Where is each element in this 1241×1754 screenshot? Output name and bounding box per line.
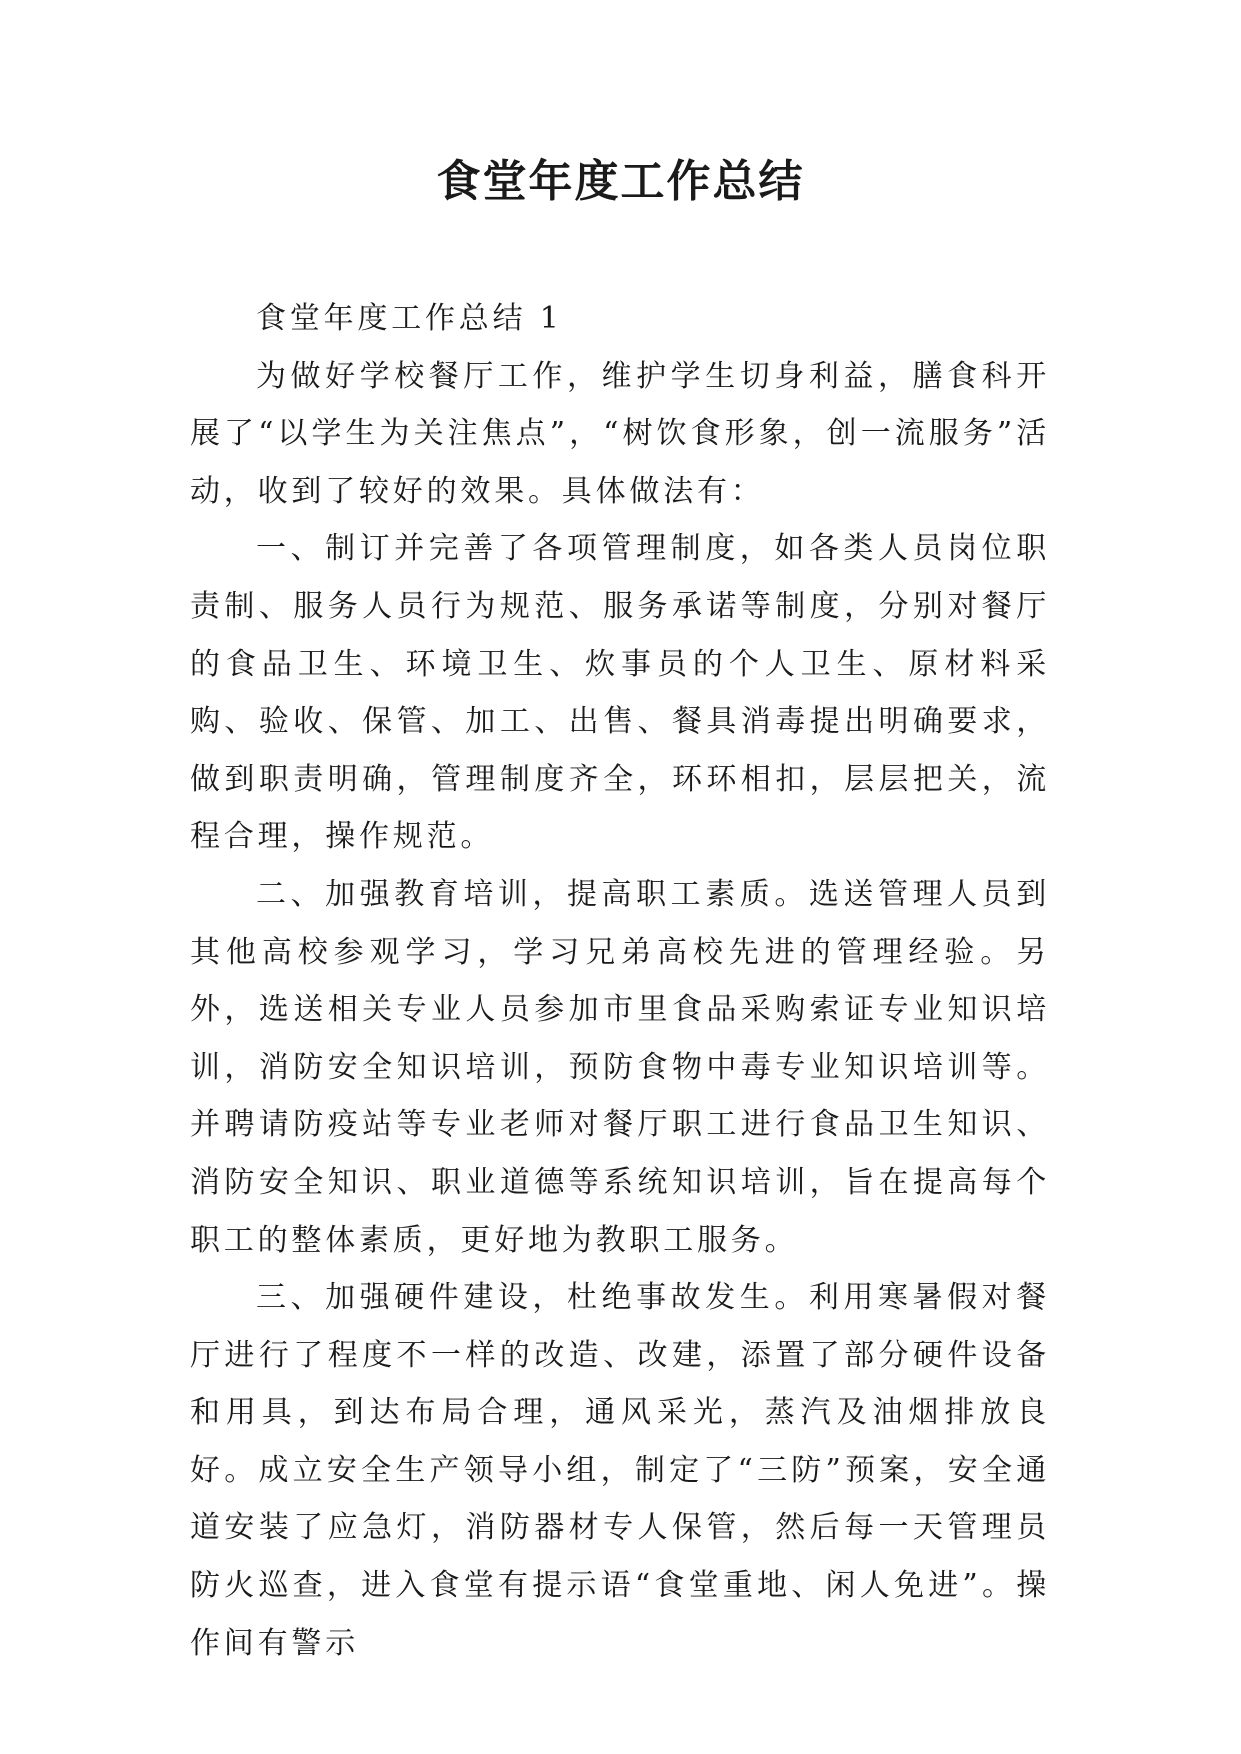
section-heading: 食堂年度工作总结 1 (256, 301, 563, 336)
paragraph-item-3: 三、加强硬件建设，杜绝事故发生。利用寒暑假对餐厅进行了程度不一样的改造、改建，添置了部分硬件设备和用具，到达布局合理，通风采光，蒸汽及油烟排放良好。成立安全生产领导小组，制定了“三防”预案，安全通道安装了应急灯，消防器材专人保管，然后每一天管理员防火巡查，进入食堂有提示语“食堂重地、闲人免进”。操作间有警示 (190, 1280, 1050, 1661)
paragraph-item-2: 二、加强教育培训，提高职工素质。选送管理人员到其他高校参观学习，学习兄弟高校先进的管理经验。另外，选送相关专业人员参加市里食品采购索证专业知识培训，消防安全知识培训，预防食物中毒专业知识培训等。并聘请防疫站等专业老师对餐厅职工进行食品卫生知识、消防安全知识、职业道德等系统知识培训，旨在提高每个职工的整体素质，更好地为教职工服务。 (190, 876, 1050, 1258)
document-body (190, 290, 1050, 1672)
document-title: 食堂年度工作总结 (436, 156, 805, 207)
paragraph-item-1: 一、制订并完善了各项管理制度，如各类人员岗位职责制、服务人员行为规范、服务承诺等制度，分别对餐厅的食品卫生、环境卫生、炊事员的个人卫生、原材料采购、验收、保管、加工、出售、餐具消毒提出明确要求，做到职责明确，管理制度齐全，环环相扣，层层把关，流程合理，操作规范。 (190, 531, 1050, 855)
paragraph-intro: 为做好学校餐厅工作，维护学生切身利益，膳食科开展了“以学生为关注焦点”，“树饮食形象，创一流服务”活动，收到了较好的效果。具体做法有： (190, 358, 1050, 509)
